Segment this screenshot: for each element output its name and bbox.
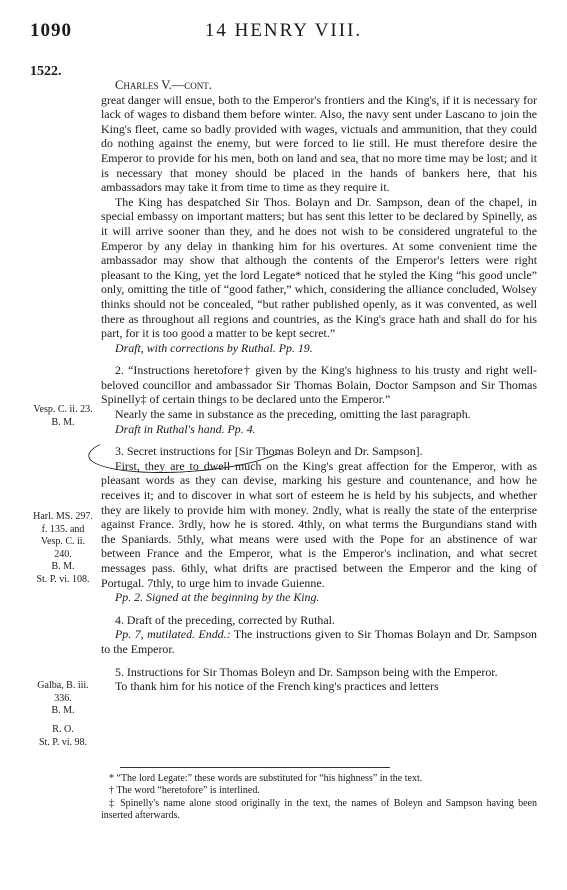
margin-ref-line: R. O. [52, 724, 74, 735]
margin-ref-line: 240. [54, 548, 72, 560]
margin-ref-line: St. P. vi. 108. [36, 573, 90, 585]
footnote-1: * “The lord Legate:” these words are substituted for “his highness” in the text. [109, 773, 423, 784]
page-header [30, 20, 537, 42]
margin-ref-line: Vesp. C. ii. [40, 536, 86, 548]
footnote-3: ‡ Spinelly's name alone stood originally in the text, the names of Boleyn and Sampson having been inserted afterwards. [101, 797, 537, 822]
entry-2-title: 2. “Instructions heretofore† given by the King's highness to his trusty and right well-beloved councillor and ambassador Sir Thomas Bolain, Doctor Sampson and Sir Thomas Spinelly‡ of certain things to be declared unto the Emperor.” [101, 363, 537, 407]
margin-ref-line: B. M. [51, 416, 75, 428]
page-number: 1090 [30, 20, 72, 41]
entry-4-title: 4. Draft of the preceding, corrected by Ruthal. [115, 612, 335, 627]
margin-ref-entry-4 [30, 680, 96, 718]
paragraph-1: great danger will ensue, both to the Emperor's frontiers and the King's, if it is necessary for lack of wages to disband them before winter. Also, the navy sent under Lascano to join the King's fleet, came so badly provided with wages, victuals and ammunition, that they could do nothing against the enemy, but were forced to lie still. He must therefore desire the Emperor to provide for his men, both on land and sea, that no more time may be lost; and it is necessary that money should be placed in the hands of bankers here, that his ambassadors may take it from time to time as they require it. [101, 92, 537, 195]
entry-2-summary: Nearly the same in substance as the preceding, omitting the last paragraph. [115, 407, 471, 422]
entry-5-title: 5. Instructions for Sir Thomas Boleyn and Dr. Sampson being with the Emperor. [115, 664, 498, 679]
entry-3-title: 3. Secret instructions for [Sir Thomas Boleyn and Dr. Sampson]. [115, 444, 423, 459]
entry-2-note: Draft in Ruthal's hand. Pp. 4. [115, 421, 256, 436]
entry-5-body: To thank him for his notice of the French king's practices and letters [115, 679, 439, 694]
margin-ref-line: f. 135. and [41, 523, 85, 535]
year-label: 1522. [30, 64, 62, 79]
entry-4-note-italic: Pp. 7, mutilated. Endd.: [115, 627, 231, 642]
main-text [101, 78, 537, 694]
entry-4-note-text: The instructions given to Sir Thomas Bolayn and Dr. Sampson to the Emperor. [101, 627, 537, 656]
entry-4-note [101, 627, 537, 656]
margin-ref-line: Galba, B. iii. [37, 680, 89, 691]
running-title: 14 HENRY VIII. [204, 20, 363, 41]
footnote-rule [120, 767, 390, 768]
margin-ref-entry-5 [30, 724, 96, 749]
margin-ref-line: Vesp. C. ii. 23. [33, 404, 93, 415]
margin-ref-line: 336. [54, 692, 72, 704]
margin-ref-entry-3 [30, 511, 96, 587]
footnote-2: † The word “heretofore” is interlined. [109, 785, 260, 797]
margin-ref-line: Harl. MS. 297. [33, 511, 93, 522]
draft-note-1: Draft, with corrections by Ruthal. Pp. 19. [115, 340, 313, 355]
paragraph-2: The King has despatched Sir Thos. Bolayn and Dr. Sampson, dean of the chapel, in special embassy on important matters; but has sent this letter to be declared by Spinelly, as it will arrive sooner than they, and he does not wish to be considered ungrateful to the Emperor by any delay in thanking him for his overtures. At some convenient time the ambassador may show that although the contents of the Emperor's letters were right pleasant to the King, yet the lord Legate* noticed that he styled the King “his good uncle” only, omitting the title of “good father,” which, considering the alliance concluded, Wolsey thinks should not be concealed, “but rather published openly, as it was convented, as well there as throughout all regions and countries, as the King's grace hath and shall do for his part, for it is too good a matter to be kept secret.” [101, 194, 537, 341]
margin-ref-line: St. P. vi. 98. [38, 736, 88, 748]
entry-3-body: First, they are to dwell much on the King's great affection for the Emperor, with as pleasant words as they can devise, marking his gesture and countenance, and how he receives it; and to discover in what sort of esteem he is held by his subjects, and whether they are likely to provide him with money. 2ndly, what is really the state of the enterprise against France. 3rdly, how he is stored. 4thly, on what terms the Burgundians stand with the Spaniards. 5thly, what means were used with the Pope for an abstinence of war between France and the Emperor, what is the Emperor's inclination, and what secret messages pass. 6thly, what drifts are practised between the Emperor and the king of Portugal. 7thly, to urge him to invade Guienne. [101, 458, 537, 590]
section-heading: Charles V.—cont. [115, 78, 212, 92]
margin-ref-line: B. M. [51, 561, 75, 573]
entry-3-note: Pp. 2. Signed at the beginning by the King. [115, 590, 320, 605]
margin-ref-entry-2 [30, 404, 96, 429]
margin-ref-line: B. M. [51, 705, 75, 717]
footnotes [101, 773, 537, 823]
